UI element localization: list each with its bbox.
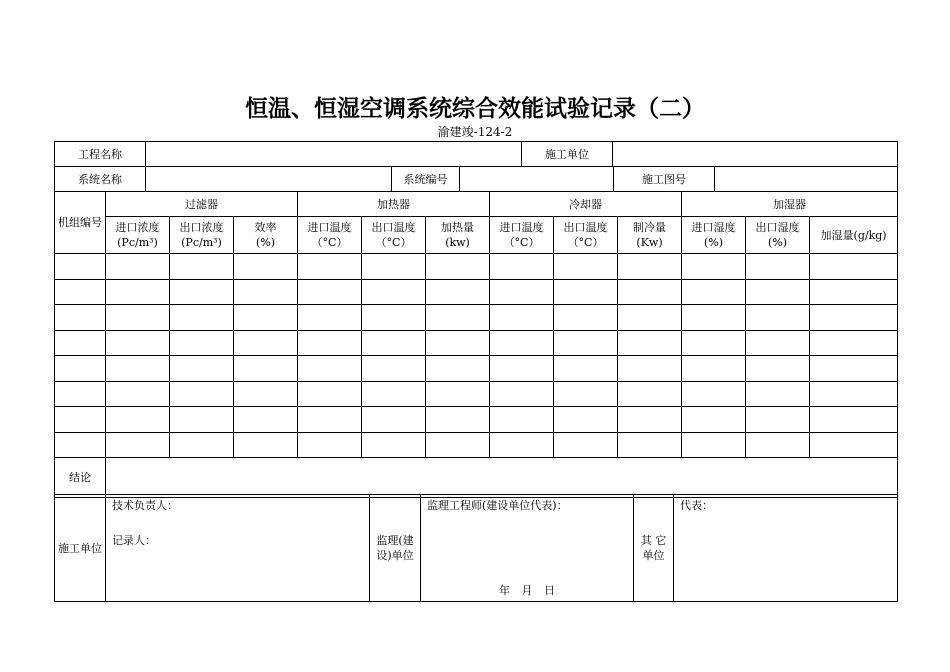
- table-row: [55, 356, 898, 382]
- system-number-label: 系统编号: [392, 167, 460, 192]
- table-row: [55, 279, 898, 305]
- data-cell[interactable]: [426, 432, 490, 458]
- unit-number-header: 机组编号: [55, 192, 106, 254]
- construction-unit-sign-label: 施工单位: [55, 495, 106, 602]
- data-cell[interactable]: [490, 330, 554, 356]
- other-sign-area[interactable]: [674, 495, 898, 602]
- table-row: [55, 381, 898, 407]
- data-cell[interactable]: [362, 381, 426, 407]
- supervisor-label: 监理工程师(建设单位代表)：: [427, 499, 568, 512]
- data-cell[interactable]: [170, 432, 234, 458]
- data-cell[interactable]: [810, 381, 898, 407]
- system-number-field[interactable]: [460, 167, 614, 192]
- column-header: 效率 (%): [234, 217, 298, 254]
- column-header: 加湿量(g/kg): [810, 217, 898, 254]
- data-cell[interactable]: [810, 407, 898, 433]
- column-header: 出口温度 （°C）: [362, 217, 426, 254]
- data-cell[interactable]: [746, 330, 810, 356]
- data-cell[interactable]: [426, 279, 490, 305]
- data-cell[interactable]: [362, 330, 426, 356]
- group-header-filter: 过滤器: [106, 192, 298, 217]
- data-cell[interactable]: [490, 254, 554, 280]
- drawing-number-label: 施工图号: [614, 167, 715, 192]
- data-cell[interactable]: [746, 381, 810, 407]
- signature-table: [54, 494, 898, 602]
- data-cell[interactable]: [106, 407, 170, 433]
- group-header-cooler: 冷却器: [490, 192, 682, 217]
- data-cell[interactable]: [618, 305, 682, 331]
- data-cell[interactable]: [490, 279, 554, 305]
- data-cell[interactable]: [170, 407, 234, 433]
- data-cell[interactable]: [490, 356, 554, 382]
- data-cell[interactable]: [234, 254, 298, 280]
- data-cell[interactable]: [618, 407, 682, 433]
- recorder-label: 记录人：: [112, 534, 156, 547]
- system-name-label: 系统名称: [55, 167, 146, 192]
- data-cell[interactable]: [298, 305, 362, 331]
- column-header: 加热量 (kw): [426, 217, 490, 254]
- data-cell[interactable]: [490, 432, 554, 458]
- data-cell[interactable]: [682, 356, 746, 382]
- construction-unit-field[interactable]: [613, 142, 898, 167]
- data-cell[interactable]: [746, 356, 810, 382]
- data-cell[interactable]: [362, 279, 426, 305]
- data-cell[interactable]: [618, 432, 682, 458]
- unit-number-cell[interactable]: [55, 356, 106, 382]
- group-header-heater: 加热器: [298, 192, 490, 217]
- supervision-sign-area[interactable]: [421, 495, 634, 602]
- data-cell[interactable]: [298, 407, 362, 433]
- data-cell[interactable]: [746, 254, 810, 280]
- data-cell[interactable]: [170, 279, 234, 305]
- data-cell[interactable]: [362, 305, 426, 331]
- header-info-table: [54, 141, 898, 167]
- data-cell[interactable]: [106, 432, 170, 458]
- data-cell[interactable]: [234, 356, 298, 382]
- data-cell[interactable]: [618, 356, 682, 382]
- unit-number-cell[interactable]: [55, 305, 106, 331]
- data-cell[interactable]: [554, 432, 618, 458]
- data-cell[interactable]: [810, 305, 898, 331]
- data-cell[interactable]: [362, 407, 426, 433]
- group-header-humidifier: 加湿器: [682, 192, 898, 217]
- data-cell[interactable]: [746, 279, 810, 305]
- column-header: 进口温度 （°C）: [490, 217, 554, 254]
- data-cell[interactable]: [426, 254, 490, 280]
- drawing-number-field[interactable]: [715, 167, 898, 192]
- unit-number-cell[interactable]: [55, 381, 106, 407]
- data-cell[interactable]: [362, 356, 426, 382]
- data-cell[interactable]: [490, 407, 554, 433]
- construction-sign-area[interactable]: [106, 495, 370, 602]
- data-cell[interactable]: [682, 254, 746, 280]
- table-row: [55, 254, 898, 280]
- column-header: 进口温度 （°C）: [298, 217, 362, 254]
- data-cell[interactable]: [170, 330, 234, 356]
- data-cell[interactable]: [682, 330, 746, 356]
- data-cell[interactable]: [298, 432, 362, 458]
- table-row: [55, 305, 898, 331]
- data-cell[interactable]: [362, 432, 426, 458]
- data-cell[interactable]: [554, 356, 618, 382]
- unit-number-cell[interactable]: [55, 432, 106, 458]
- data-cell[interactable]: [106, 330, 170, 356]
- data-cell[interactable]: [746, 407, 810, 433]
- data-cell[interactable]: [810, 356, 898, 382]
- data-cell[interactable]: [554, 407, 618, 433]
- data-cell[interactable]: [426, 330, 490, 356]
- data-cell[interactable]: [490, 305, 554, 331]
- document-code: 渝建竣-124-2: [437, 125, 513, 139]
- data-cell[interactable]: [618, 254, 682, 280]
- data-cell[interactable]: [362, 254, 426, 280]
- data-cell[interactable]: [170, 254, 234, 280]
- other-unit-label: 其 它 单位: [634, 495, 674, 602]
- system-name-field[interactable]: [146, 167, 392, 192]
- data-cell[interactable]: [170, 305, 234, 331]
- column-header: 进口浓度 (Pc/m³): [106, 217, 170, 254]
- data-cell[interactable]: [810, 432, 898, 458]
- data-cell[interactable]: [234, 330, 298, 356]
- data-cell[interactable]: [682, 432, 746, 458]
- data-cell[interactable]: [298, 330, 362, 356]
- table-row: [55, 432, 898, 458]
- conclusion-label: 结论: [55, 458, 106, 498]
- unit-number-cell[interactable]: [55, 254, 106, 280]
- project-name-label: 工程名称: [55, 142, 146, 167]
- column-header: 制冷量 (Kw): [618, 217, 682, 254]
- conclusion-field[interactable]: [106, 458, 898, 498]
- unit-number-cell[interactable]: [55, 407, 106, 433]
- column-header: 进口湿度 (%): [682, 217, 746, 254]
- date-label: 年 月 日: [499, 584, 555, 597]
- supervision-unit-label: 监理(建设)单位: [370, 495, 421, 602]
- data-cell[interactable]: [170, 356, 234, 382]
- data-cell[interactable]: [426, 305, 490, 331]
- data-cell[interactable]: [554, 279, 618, 305]
- table-row: [55, 330, 898, 356]
- data-cell[interactable]: [426, 356, 490, 382]
- data-cell[interactable]: [746, 432, 810, 458]
- page-title: 恒温、恒湿空调系统综合效能试验记录（二）: [245, 96, 705, 122]
- data-cell[interactable]: [682, 305, 746, 331]
- data-cell[interactable]: [746, 305, 810, 331]
- data-cell[interactable]: [234, 381, 298, 407]
- data-cell[interactable]: [106, 381, 170, 407]
- data-cell[interactable]: [554, 254, 618, 280]
- unit-number-cell[interactable]: [55, 330, 106, 356]
- data-cell[interactable]: [618, 330, 682, 356]
- data-cell[interactable]: [682, 279, 746, 305]
- representative-label: 代表：: [680, 499, 713, 512]
- data-cell[interactable]: [170, 381, 234, 407]
- data-cell[interactable]: [298, 279, 362, 305]
- data-cell[interactable]: [490, 381, 554, 407]
- data-cell[interactable]: [106, 305, 170, 331]
- data-cell[interactable]: [554, 330, 618, 356]
- data-cell[interactable]: [106, 279, 170, 305]
- data-cell[interactable]: [234, 305, 298, 331]
- data-cell[interactable]: [106, 356, 170, 382]
- test-record-table: [54, 191, 898, 498]
- data-cell[interactable]: [554, 305, 618, 331]
- data-cell[interactable]: [618, 381, 682, 407]
- data-cell[interactable]: [298, 381, 362, 407]
- data-cell[interactable]: [810, 330, 898, 356]
- table-row: [55, 407, 898, 433]
- data-cell[interactable]: [810, 254, 898, 280]
- data-cell[interactable]: [618, 279, 682, 305]
- data-cell[interactable]: [106, 254, 170, 280]
- data-cell[interactable]: [234, 432, 298, 458]
- column-header: 出口浓度 (Pc/m³): [170, 217, 234, 254]
- tech-lead-label: 技术负责人：: [112, 499, 178, 512]
- header-system-table: [54, 166, 898, 192]
- data-cell[interactable]: [298, 356, 362, 382]
- project-name-field[interactable]: [146, 142, 522, 167]
- column-header: 出口温度 （°C）: [554, 217, 618, 254]
- construction-unit-label: 施工单位: [522, 142, 613, 167]
- data-cell[interactable]: [426, 381, 490, 407]
- data-cell[interactable]: [426, 407, 490, 433]
- data-cell[interactable]: [554, 381, 618, 407]
- data-cell[interactable]: [810, 279, 898, 305]
- data-cell[interactable]: [682, 381, 746, 407]
- data-cell[interactable]: [234, 407, 298, 433]
- unit-number-cell[interactable]: [55, 279, 106, 305]
- data-cell[interactable]: [682, 407, 746, 433]
- data-cell[interactable]: [234, 279, 298, 305]
- data-cell[interactable]: [298, 254, 362, 280]
- column-header: 出口湿度 (%): [746, 217, 810, 254]
